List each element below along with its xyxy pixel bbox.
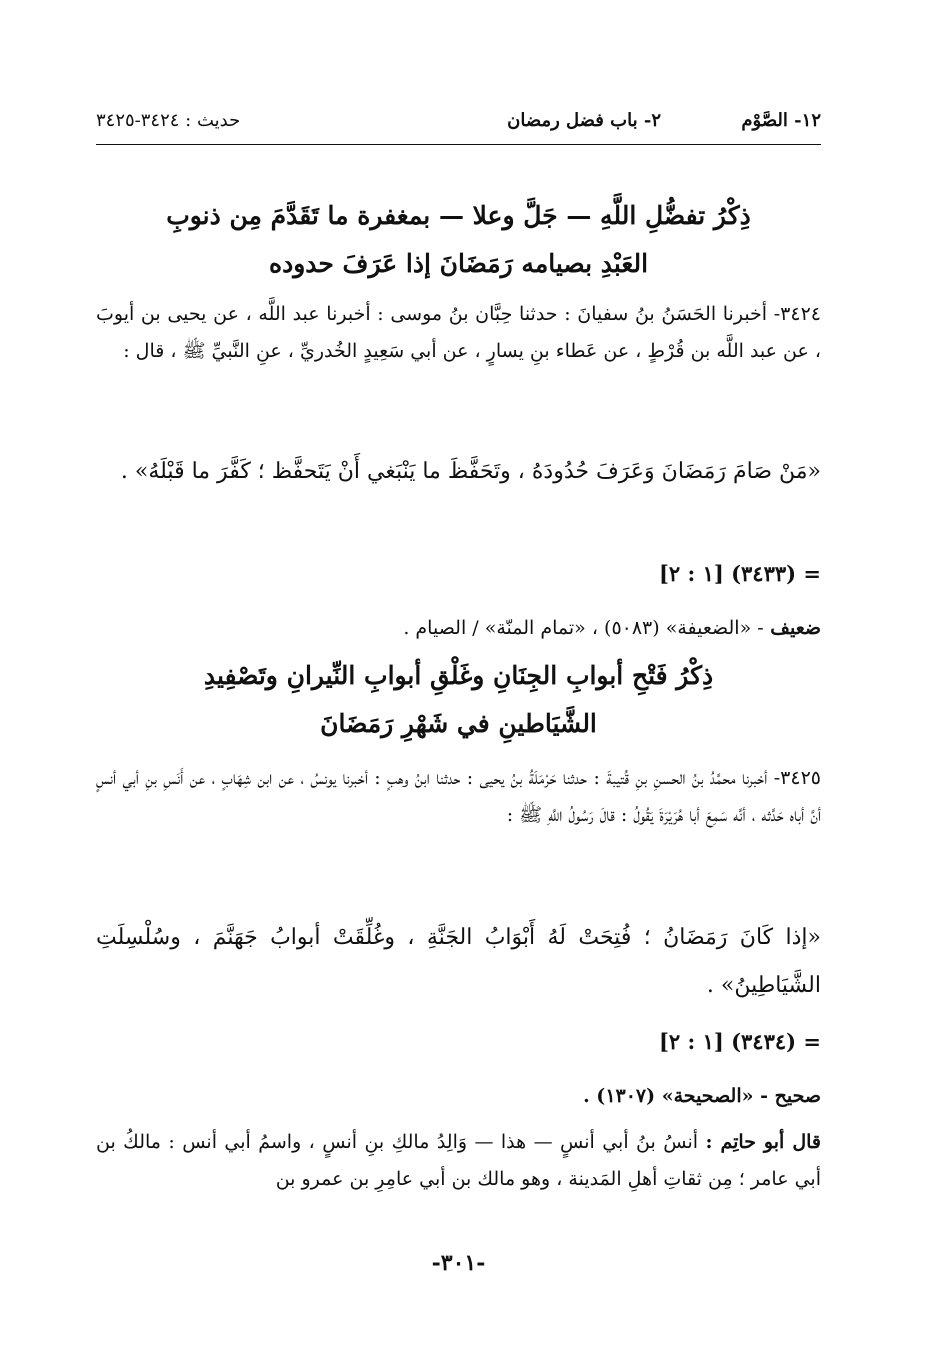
note-lead: قال أبو حاتِم : — [705, 1131, 821, 1153]
hadith-3425-matn: «إذا كَانَ رَمَضَانُ ؛ فُتِحَتْ لَهُ أَبْوَابُ الجَنَّةِ ، وغُلِّقَتْ أبوابُ جَهَنَّمَ ، وسُلْسِلَتِ الشَّيَاطِينُ» . — [96, 925, 821, 998]
note-text: أنسُ بنُ أبي أنسٍ — هذا — وَالِدُ مالكِ بنِ أنسٍ ، واسمُ أبي أنس : مالكُ بن أبي عامر ؛ مِن ثقاتِ أهلِ المَدينة ، وهو مالك بن أبي عامِرِ بن عمرو بن — [96, 1131, 821, 1190]
heading-1-line-1: ذِكْرُ تفضُّلِ اللَّهِ — جَلَّ وعلا — بمغفرة ما تَقَدَّمَ مِن ذنوبِ — [166, 201, 751, 230]
section-title: ٢- باب فضل رمضان — [507, 110, 661, 131]
heading-1-line-2: العَبْدِ بصيامه رَمَضَانَ إذا عَرَفَ حدوده — [268, 249, 649, 278]
running-header — [96, 110, 821, 140]
heading-2-line-2: الشَّيَاطينِ في شَهْرِ رَمَضَانَ — [320, 709, 597, 738]
chapter-heading-1 — [96, 192, 821, 288]
page-number: -٣٠١- — [431, 1250, 486, 1276]
chapter-title: ١٢- الصَّوْم — [741, 110, 821, 131]
heading-2-line-1: ذِكْرُ فَتْحِ أبوابِ الجِنَانِ وغَلْقِ أبوابِ النِّيرانِ وتَصْفِيدِ — [203, 661, 714, 690]
editor-note — [96, 1124, 821, 1198]
chapter-heading-2 — [96, 652, 821, 748]
hadith-3424-matn: «مَنْ صَامَ رَمَضَانَ وَعَرَفَ حُدُودَهُ ، وتَحَفَّظَ ما يَنْبَغي أَنْ يَتَحفَّظ ؛ كَفَّرَ ما قَبْلَهُ» . — [120, 459, 821, 484]
hadith-3425-isnad: ٣٤٢٥- أخبرنا محمَّدُ بنُ الحسنِ بنِ قُتيبةَ : حدثنا حَرْمَلَةُ بنُ يحيى : حدثنا ابنُ وهبٍ : أخبرنا يونسُ ، عن ابن شِهَابٍ ، عن أَنَسِ بنِ أبي أنسٍ أنَّ أباه حَدَّثه ، أنَّه سَمِعَ أبا هُرَيْرَةَ يَقُولُ : قالَ رَسُولُ اللَّهِ ﷺ : — [96, 767, 821, 826]
hadith-3424-cross-ref: = (٣٤٣٣) [١ : ٢] — [658, 561, 821, 586]
header-divider — [96, 144, 821, 145]
hadith-3425-grade: صحيح - «الصحيحة» (١٣٠٧) . — [583, 1085, 821, 1107]
book-page — [96, 100, 821, 1340]
hadith-3424-isnad: ٣٤٢٤- أخبرنا الحَسَنُ بنُ سفيانَ : حدثنا حِبَّان بنُ موسى : أخبرنا عبد اللَّه ، عن يحيى بن أيوبَ ، عن عبد اللَّه بن قُرْطٍ ، عن عَطاء بنِ يسارٍ ، عن أبي سَعِيدٍ الخُدريِّ ، عنِ النَّبيِّ ﷺ ، قال : — [96, 303, 821, 362]
hadith-3424-grade — [96, 610, 821, 646]
hadith-range: حديث : ٣٤٢٤-٣٤٢٥ — [96, 110, 241, 131]
grade-word: ضعيف — [770, 617, 821, 639]
hadith-3425-cross-ref: = (٣٤٣٤) [١ : ٢] — [658, 1029, 821, 1054]
grade-sources: - «الضعيفة» (٥٠٨٣) ، «تمام المنّة» / الصيام . — [403, 617, 764, 639]
